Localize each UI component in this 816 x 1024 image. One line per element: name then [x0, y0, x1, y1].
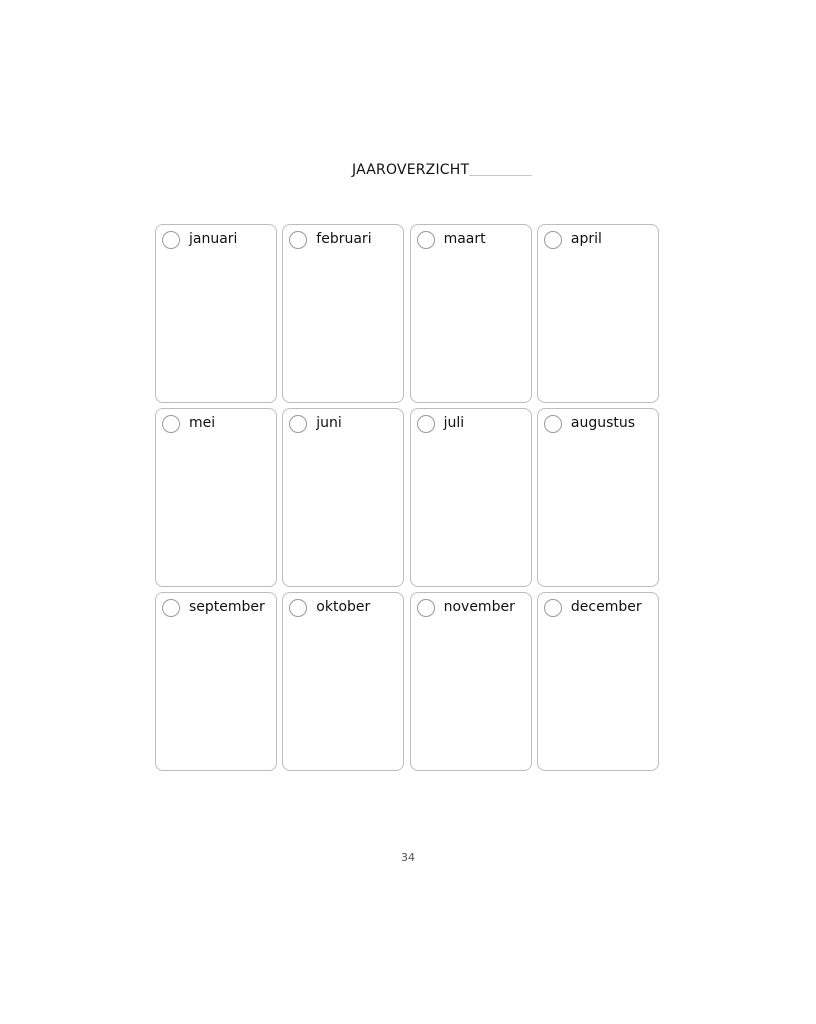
- month-card-juli[interactable]: [410, 408, 532, 587]
- circle-checkbox-icon[interactable]: [162, 415, 180, 433]
- month-grid: [155, 224, 661, 771]
- page-number: 34: [401, 851, 415, 864]
- title-row: [0, 160, 816, 182]
- title-underline: [469, 175, 532, 176]
- month-label: februari: [316, 231, 372, 247]
- circle-checkbox-icon[interactable]: [162, 231, 180, 249]
- month-label: november: [443, 599, 515, 615]
- month-card-november[interactable]: [410, 592, 532, 771]
- month-label: maart: [443, 231, 486, 247]
- circle-checkbox-icon[interactable]: [162, 599, 180, 617]
- month-card-december[interactable]: [537, 592, 659, 771]
- month-card-juni[interactable]: [282, 408, 404, 587]
- page-title: JAAROVERZICHT: [352, 162, 470, 178]
- month-label: april: [570, 231, 602, 247]
- month-card-augustus[interactable]: [537, 408, 659, 587]
- month-label: mei: [189, 415, 216, 431]
- month-label: juni: [316, 415, 342, 431]
- month-card-maart[interactable]: [410, 224, 532, 403]
- month-label: augustus: [570, 415, 636, 431]
- circle-checkbox-icon[interactable]: [417, 599, 435, 617]
- circle-checkbox-icon[interactable]: [289, 231, 307, 249]
- circle-checkbox-icon[interactable]: [417, 231, 435, 249]
- circle-checkbox-icon[interactable]: [544, 231, 562, 249]
- month-label: december: [570, 599, 642, 615]
- circle-checkbox-icon[interactable]: [417, 415, 435, 433]
- circle-checkbox-icon[interactable]: [544, 599, 562, 617]
- month-card-februari[interactable]: [282, 224, 404, 403]
- month-card-oktober[interactable]: [282, 592, 404, 771]
- month-card-mei[interactable]: [155, 408, 277, 587]
- month-label: januari: [189, 231, 238, 247]
- circle-checkbox-icon[interactable]: [544, 415, 562, 433]
- month-label: oktober: [316, 599, 371, 615]
- month-card-september[interactable]: [155, 592, 277, 771]
- month-card-januari[interactable]: [155, 224, 277, 403]
- circle-checkbox-icon[interactable]: [289, 415, 307, 433]
- month-label: juli: [443, 415, 465, 431]
- circle-checkbox-icon[interactable]: [289, 599, 307, 617]
- month-card-april[interactable]: [537, 224, 659, 403]
- month-label: september: [189, 599, 265, 615]
